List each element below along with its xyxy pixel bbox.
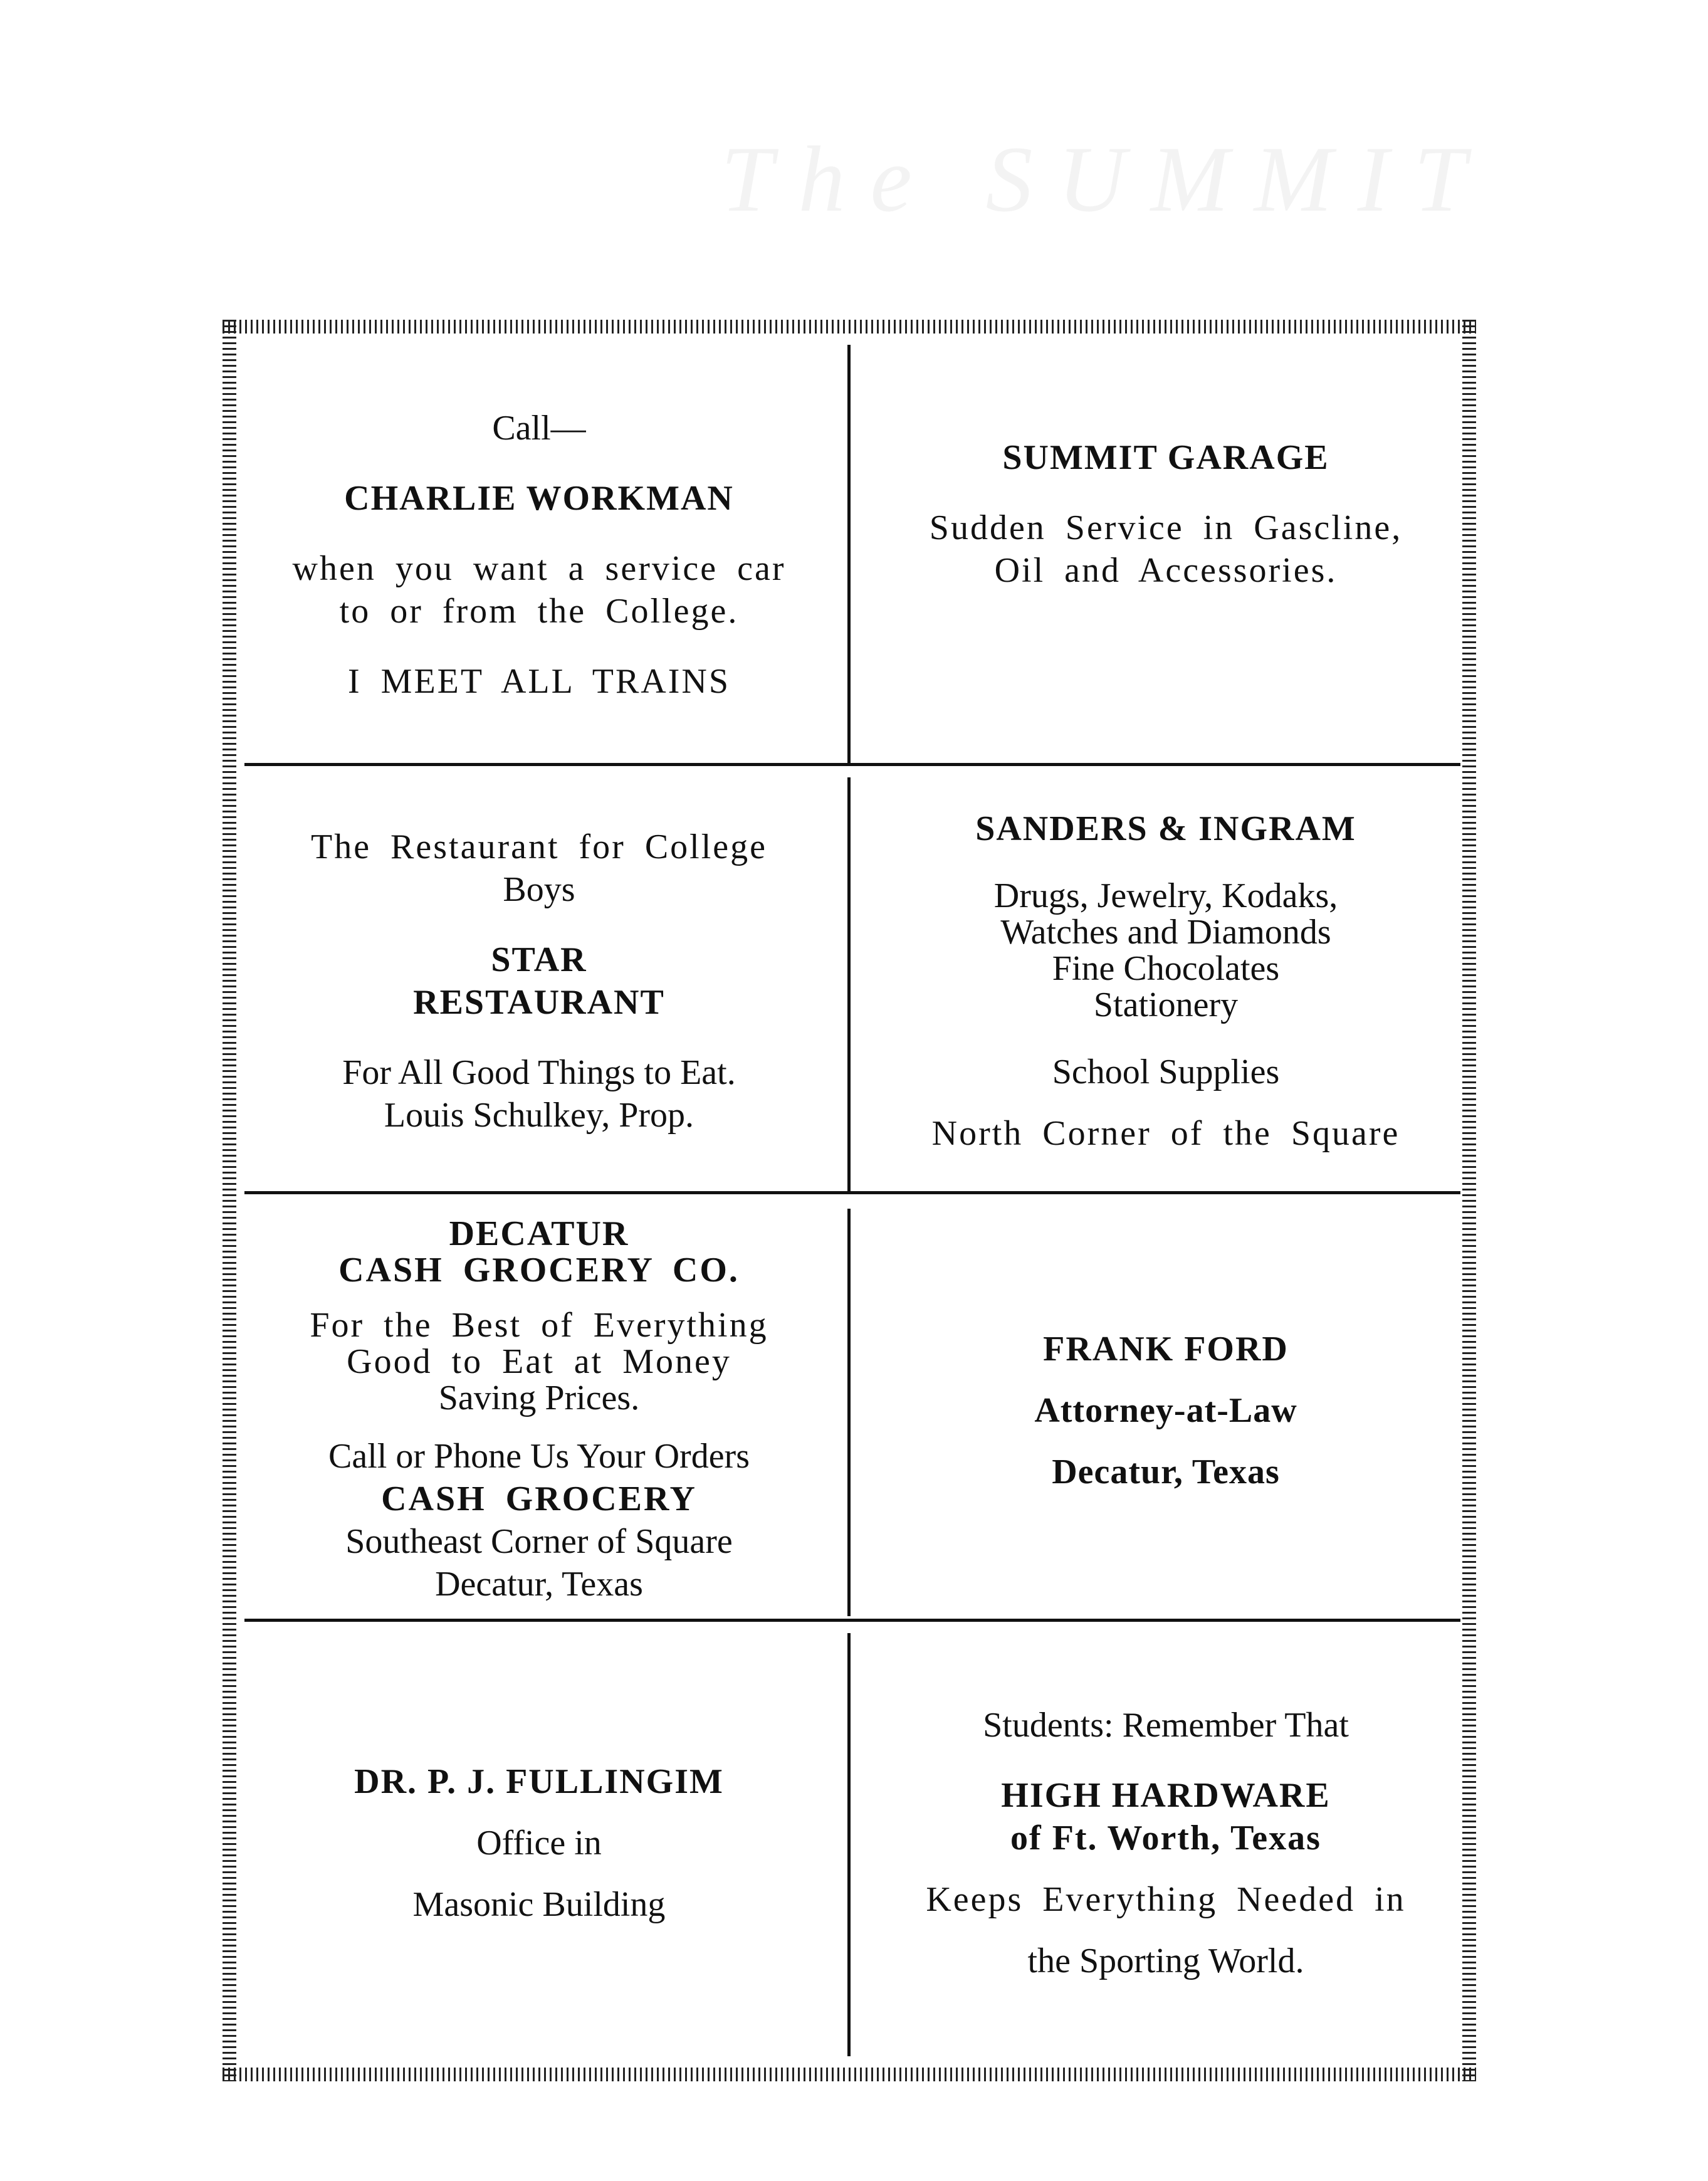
ad-summit-garage: [865, 351, 1467, 677]
ad-line: Masonic Building: [412, 1885, 666, 1924]
ad-name: FRANK FORD: [1043, 1330, 1289, 1369]
ad-name: HIGH HARDWARE: [1001, 1776, 1331, 1815]
ad-line: The Restaurant for College: [310, 828, 767, 866]
ad-line: Call or Phone Us Your Orders: [328, 1437, 750, 1476]
ad-line: North Corner of the Square: [931, 1114, 1400, 1153]
ad-name: CHARLIE WORKMAN: [344, 479, 734, 518]
ad-line: For All Good Things to Eat.: [342, 1053, 736, 1092]
ad-name: STAR: [491, 940, 587, 979]
ad-line: Keeps Everything Needed in: [926, 1880, 1406, 1919]
ad-line: Stationery: [1093, 985, 1239, 1024]
ad-line: Sudden Service in Gascline,: [929, 508, 1403, 547]
ad-star-restaurant: [251, 777, 827, 1185]
ad-lead: Students: Remember That: [983, 1706, 1349, 1745]
ad-name: DR. P. J. FULLINGIM: [354, 1762, 724, 1801]
ad-lead: Call—: [492, 409, 586, 448]
frame-left-border: [223, 320, 236, 2081]
ad-line: the Sporting World.: [1027, 1942, 1304, 1980]
frame-top-border: [223, 320, 1476, 334]
ad-line: Attorney-at-Law: [1034, 1391, 1297, 1430]
ad-name: CASH GROCERY CO.: [338, 1251, 740, 1290]
frame-bottom-border: [223, 2068, 1476, 2081]
ad-line: Fine Chocolates: [1052, 949, 1280, 988]
ad-line: Boys: [503, 870, 575, 909]
row-divider: [244, 1191, 1460, 1194]
ad-line: Good to Eat at Money: [347, 1342, 731, 1381]
ad-line: to or from the College.: [339, 592, 739, 631]
row-divider: [244, 1619, 1460, 1622]
ad-line: School Supplies: [1052, 1053, 1280, 1091]
ad-line: Office in: [476, 1824, 602, 1863]
ad-line: when you want a service car: [292, 549, 786, 588]
ad-sanders-ingram: [865, 777, 1467, 1185]
column-divider: [847, 1633, 851, 2056]
ad-name: DECATUR: [449, 1214, 629, 1253]
ad-line: Oil and Accessories.: [994, 551, 1338, 590]
ad-name: SUMMIT GARAGE: [1002, 438, 1329, 477]
ad-line: Watches and Diamonds: [1000, 913, 1331, 952]
ad-line: Decatur, Texas: [435, 1565, 643, 1604]
ad-name: RESTAURANT: [413, 983, 665, 1022]
ad-decatur-cash-grocery: [251, 1207, 827, 1614]
ad-tagline: I MEET ALL TRAINS: [348, 662, 730, 701]
header-emboss: [157, 50, 1586, 231]
header-watermark: The SUMMIT: [721, 127, 1492, 231]
ad-line: Drugs, Jewelry, Kodaks,: [993, 876, 1338, 915]
ad-line: For the Best of Everything: [310, 1306, 768, 1345]
column-divider: [847, 777, 851, 1194]
ad-line: Southeast Corner of Square: [345, 1522, 733, 1561]
ad-high-hardware: [865, 1633, 1467, 2053]
column-divider: [847, 1209, 851, 1616]
ad-name: SANDERS & INGRAM: [975, 809, 1356, 848]
column-divider: [847, 345, 851, 763]
row-divider: [244, 763, 1460, 766]
ad-line: Louis Schulkey, Prop.: [384, 1096, 694, 1135]
ad-line: Saving Prices.: [438, 1379, 640, 1417]
ad-name: CASH GROCERY: [381, 1479, 697, 1518]
ad-line: Decatur, Texas: [1052, 1453, 1280, 1491]
ad-frank-ford: [865, 1207, 1467, 1614]
ad-charlie-workman: [251, 351, 827, 759]
ad-name: of Ft. Worth, Texas: [1010, 1819, 1321, 1858]
ad-dr-fullingim: [251, 1633, 827, 2053]
